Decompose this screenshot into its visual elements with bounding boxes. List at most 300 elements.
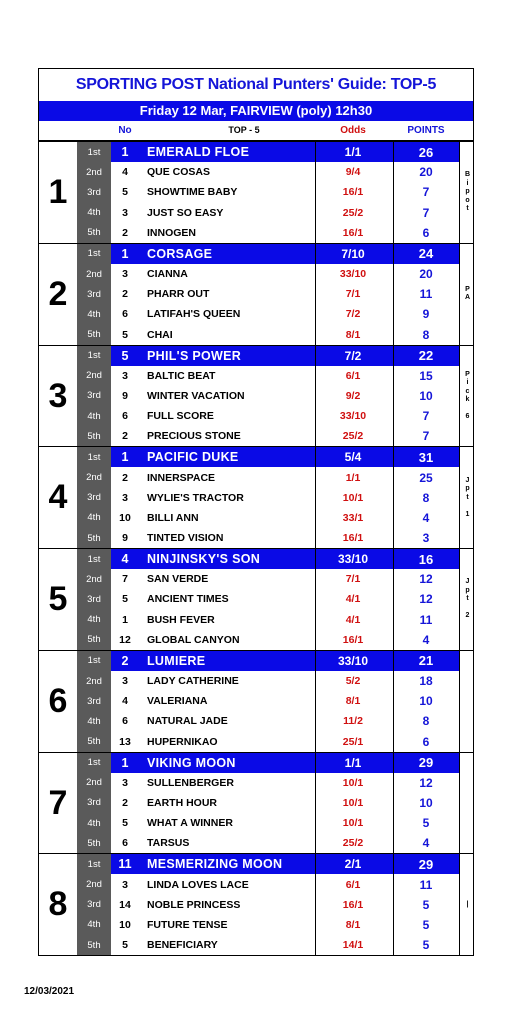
runner-number: 3: [122, 878, 128, 891]
odds-value: 8/1: [345, 918, 361, 931]
race-block: [39, 243, 473, 345]
horse-name: LADY CATHERINE: [147, 675, 239, 688]
bet-type-note-char: P: [465, 285, 470, 293]
footer-date: 12/03/2021: [24, 986, 75, 997]
runner-row: [77, 895, 459, 915]
horse-name: WYLIE'S TRACTOR: [147, 491, 244, 504]
odds-value: 8/1: [345, 328, 361, 341]
odds-value: 7/10: [315, 244, 391, 264]
top-pick-row: [77, 244, 459, 264]
runner-row: [77, 691, 459, 711]
finish-position: 1st: [77, 142, 111, 162]
column-header-points: POINTS: [407, 125, 445, 136]
horse-name: SHOWTIME BABY: [147, 186, 238, 199]
odds-value: 14/1: [342, 939, 364, 952]
runner-number: 7: [122, 573, 128, 586]
points-value: 5: [422, 816, 430, 831]
race-number: 2: [48, 274, 68, 313]
points-value: 10: [419, 795, 433, 810]
horse-name: VIKING MOON: [147, 755, 236, 770]
odds-value: 1/1: [315, 142, 391, 162]
odds-value: 16/1: [342, 633, 364, 646]
points-value: 7: [422, 205, 430, 220]
odds-value: 16/1: [342, 226, 364, 239]
runner-number: 11: [118, 857, 132, 872]
odds-value: 16/1: [342, 532, 364, 545]
bet-type-note-char: i: [466, 179, 469, 187]
bet-type-note-char: 1: [465, 510, 470, 518]
points-value: 12: [419, 592, 433, 607]
points-value: 11: [419, 287, 433, 302]
finish-position: 4th: [87, 207, 101, 219]
runner-row: [77, 711, 459, 731]
finish-position: 4th: [87, 308, 101, 320]
runner-row: [77, 406, 459, 426]
runner-number: 5: [122, 939, 128, 952]
runner-row: [77, 569, 459, 589]
runner-number: 6: [122, 715, 128, 728]
race-number: 3: [48, 376, 68, 415]
column-header-odds: Odds: [340, 125, 366, 136]
points-value: 29: [393, 753, 459, 773]
odds-value: 33/10: [315, 651, 391, 671]
runner-number: 2: [122, 288, 128, 301]
odds-value: 6/1: [345, 878, 361, 891]
finish-position: 3rd: [87, 899, 101, 911]
horse-name: NOBLE PRINCESS: [147, 898, 241, 911]
bet-type-note-char: J: [465, 476, 470, 484]
runner-number: 10: [119, 511, 131, 524]
bet-type-note: [459, 447, 475, 548]
points-value: 12: [419, 572, 433, 587]
runner-number: 6: [122, 410, 128, 423]
bet-type-note: [459, 346, 475, 447]
column-header-top5: TOP - 5: [228, 125, 260, 135]
runner-number: 5: [122, 186, 128, 199]
race-block: [39, 548, 473, 650]
column-separator: [393, 549, 394, 650]
runner-row: [77, 386, 459, 406]
finish-position: 1st: [77, 244, 111, 264]
bet-type-note-char: p: [465, 188, 470, 196]
runner-number: 6: [122, 308, 128, 321]
odds-value: 1/1: [345, 471, 361, 484]
column-separator: [393, 753, 394, 854]
column-separator: [393, 346, 394, 447]
race-number: 4: [48, 478, 68, 517]
points-value: 11: [419, 877, 433, 892]
runner-row: [77, 732, 459, 752]
horse-name: INNERSPACE: [147, 471, 216, 484]
points-value: 21: [393, 651, 459, 671]
horse-name: VALERIANA: [147, 695, 208, 708]
top-pick-row: [77, 753, 459, 773]
bet-type-note: [459, 549, 475, 650]
horse-name: EARTH HOUR: [147, 796, 217, 809]
points-value: 31: [393, 447, 459, 467]
runner-row: [77, 304, 459, 324]
race-block: [39, 853, 473, 955]
finish-position: 4th: [87, 715, 101, 727]
horse-name: TARSUS: [147, 837, 190, 850]
finish-position: 3rd: [87, 186, 101, 198]
race-block: [39, 345, 473, 447]
runner-row: [77, 793, 459, 813]
bet-type-note-char: 2: [465, 612, 470, 620]
horse-name: LATIFAH'S QUEEN: [147, 308, 241, 321]
runner-row: [77, 589, 459, 609]
odds-value: 16/1: [342, 898, 364, 911]
race-number: 6: [48, 681, 68, 720]
odds-value: 8/1: [345, 695, 361, 708]
race-number: 1: [48, 173, 68, 211]
horse-name: SAN VERDE: [147, 573, 209, 586]
points-value: 16: [393, 549, 459, 569]
horse-name: JUST SO EASY: [147, 206, 224, 219]
runner-row: [77, 203, 459, 223]
column-separator: [315, 753, 316, 854]
odds-value: 9/4: [345, 166, 361, 179]
finish-position: 5th: [87, 736, 101, 748]
race-block: [39, 650, 473, 752]
finish-position: 5th: [87, 837, 101, 849]
points-value: 24: [393, 244, 459, 264]
runner-number: 12: [119, 633, 131, 646]
runner-row: [77, 610, 459, 630]
bet-type-note-char: J: [465, 578, 470, 586]
horse-name: BENEFICIARY: [147, 939, 218, 952]
runner-number: 6: [122, 837, 128, 850]
runner-number: 5: [122, 328, 128, 341]
points-value: 5: [422, 917, 430, 932]
horse-name: BILLI ANN: [147, 511, 199, 524]
odds-value: 7/2: [315, 346, 391, 366]
horse-name: FUTURE TENSE: [147, 918, 228, 931]
column-separator: [393, 651, 394, 752]
bet-type-note-char: B: [464, 171, 471, 179]
runner-number: 4: [122, 166, 128, 179]
points-value: 8: [422, 490, 430, 505]
horse-name: ANCIENT TIMES: [147, 593, 229, 606]
bet-type-note-char: P: [465, 370, 470, 378]
horse-name: CHAI: [147, 328, 173, 341]
horse-name: SULLENBERGER: [147, 776, 234, 789]
points-value: 4: [422, 632, 430, 647]
odds-value: 10/1: [342, 796, 364, 809]
odds-value: 25/2: [342, 206, 364, 219]
bet-type-note: [459, 854, 475, 955]
bet-type-note-char: A: [464, 294, 471, 302]
horse-name: TINTED VISION: [147, 532, 224, 545]
bet-type-note: [459, 244, 475, 345]
horse-name: EMERALD FLOE: [147, 145, 250, 160]
points-value: 29: [393, 854, 459, 874]
runner-number: 2: [121, 653, 129, 668]
runner-number: 5: [121, 348, 129, 363]
runner-row: [77, 366, 459, 386]
runner-number: 2: [122, 226, 128, 239]
finish-position: 5th: [87, 532, 101, 544]
horse-name: BALTIC BEAT: [147, 369, 216, 382]
horse-name: WINTER VACATION: [147, 389, 245, 402]
finish-position: 3rd: [87, 288, 101, 300]
points-value: 5: [422, 897, 430, 912]
odds-value: 7/1: [345, 573, 361, 586]
points-value: 20: [419, 165, 433, 180]
top-pick-row: [77, 447, 459, 467]
column-separator: [393, 244, 394, 345]
finish-position: 2nd: [86, 777, 102, 789]
race-number: 7: [48, 783, 68, 822]
runner-number: 3: [122, 675, 128, 688]
bet-type-note: [459, 142, 475, 243]
top-pick-row: [77, 346, 459, 366]
race-block: [39, 141, 473, 243]
finish-position: 5th: [87, 227, 101, 239]
odds-value: 5/4: [315, 447, 391, 467]
column-separator: [393, 854, 394, 955]
points-value: 15: [419, 368, 433, 383]
runner-row: [77, 182, 459, 202]
points-value: 26: [393, 142, 459, 162]
odds-value: 5/2: [345, 675, 361, 688]
horse-name: GLOBAL CANYON: [147, 633, 240, 646]
runner-number: 3: [122, 206, 128, 219]
finish-position: 4th: [87, 919, 101, 931]
bet-type-note: [459, 651, 475, 752]
runner-number: 10: [119, 918, 131, 931]
points-value: 7: [422, 429, 430, 444]
horse-name: LINDA LOVES LACE: [147, 878, 249, 891]
finish-position: 2nd: [86, 675, 102, 687]
horse-name: HUPERNIKAO: [147, 735, 218, 748]
runner-row: [77, 284, 459, 304]
meeting-subtitle: Friday 12 Mar, FAIRVIEW (poly) 12h30: [39, 101, 473, 121]
top-pick-row: [77, 854, 459, 874]
points-value: 8: [422, 327, 430, 342]
horse-name: PRECIOUS STONE: [147, 430, 241, 443]
column-separator: [315, 244, 316, 345]
finish-position: 1st: [77, 447, 111, 467]
bet-type-note-char: |: [466, 900, 469, 908]
bet-type-note-char: t: [466, 595, 469, 603]
top-pick-row: [77, 651, 459, 671]
finish-position: 5th: [87, 634, 101, 646]
finish-position: 3rd: [87, 492, 101, 504]
runner-number: 5: [122, 817, 128, 830]
page-title: SPORTING POST National Punters' Guide: TOP-5: [75, 76, 437, 93]
points-value: 4: [422, 510, 430, 525]
runner-number: 2: [122, 430, 128, 443]
finish-position: 4th: [87, 512, 101, 524]
runner-number: 1: [121, 450, 129, 465]
finish-position: 2nd: [86, 879, 102, 891]
runner-row: [77, 630, 459, 650]
finish-position: 4th: [87, 817, 101, 829]
horse-name: NATURAL JADE: [147, 715, 228, 728]
column-separator: [315, 549, 316, 650]
points-value: 20: [419, 267, 433, 282]
runner-number: 14: [119, 898, 131, 911]
points-value: 6: [422, 734, 430, 749]
runner-number: 3: [122, 369, 128, 382]
points-value: 18: [419, 674, 433, 689]
horse-name: MESMERIZING MOON: [147, 857, 283, 872]
runner-row: [77, 935, 459, 955]
odds-value: 25/1: [342, 735, 364, 748]
horse-name: CORSAGE: [147, 246, 213, 261]
race-number: 5: [48, 580, 68, 618]
runner-number: 5: [122, 593, 128, 606]
finish-position: 1st: [77, 346, 111, 366]
horse-name: LUMIERE: [147, 653, 206, 668]
bet-type-note-char: p: [465, 586, 470, 594]
odds-value: 10/1: [342, 776, 364, 789]
finish-position: 4th: [87, 410, 101, 422]
punters-guide-sheet: [38, 68, 474, 956]
odds-value: 7/1: [345, 288, 361, 301]
points-value: 7: [422, 185, 430, 200]
column-separator: [315, 854, 316, 955]
points-value: 12: [419, 775, 433, 790]
horse-name: PACIFIC DUKE: [147, 450, 239, 465]
finish-position: 2nd: [86, 268, 102, 280]
runner-number: 3: [122, 491, 128, 504]
runner-row: [77, 223, 459, 243]
bet-type-note-char: k: [465, 396, 470, 403]
runner-row: [77, 874, 459, 894]
bet-type-note-char: c: [465, 387, 470, 395]
runner-row: [77, 671, 459, 691]
points-value: 22: [393, 346, 459, 366]
top-pick-row: [77, 142, 459, 162]
bet-type-note-char: t: [466, 205, 469, 213]
points-value: 9: [422, 307, 430, 322]
horse-name: CIANNA: [147, 268, 188, 281]
runner-row: [77, 488, 459, 508]
finish-position: 2nd: [86, 573, 102, 585]
column-separator: [315, 651, 316, 752]
bet-type-note-char: o: [465, 196, 470, 204]
points-value: 10: [419, 694, 433, 709]
bet-type-note-char: 6: [465, 413, 470, 420]
runner-row: [77, 162, 459, 182]
points-value: 3: [422, 531, 430, 546]
bet-type-note-char: p: [465, 485, 470, 492]
runner-row: [77, 467, 459, 487]
column-separator: [393, 447, 394, 548]
runner-row: [77, 325, 459, 345]
horse-name: INNOGEN: [147, 226, 197, 239]
finish-position: 5th: [87, 329, 101, 341]
finish-position: 4th: [87, 614, 101, 626]
horse-name: WHAT A WINNER: [147, 817, 233, 830]
odds-value: 33/1: [342, 511, 364, 524]
odds-value: 4/1: [345, 593, 361, 606]
column-separator: [393, 142, 394, 243]
runner-number: 1: [122, 613, 128, 626]
finish-position: 3rd: [87, 593, 101, 605]
finish-position: 1st: [77, 651, 111, 671]
finish-position: 3rd: [87, 390, 101, 402]
race-number: 8: [48, 885, 68, 924]
odds-value: 10/1: [342, 817, 364, 830]
finish-position: 5th: [87, 430, 101, 442]
points-value: 25: [419, 470, 433, 485]
runner-number: 1: [121, 145, 129, 160]
runner-number: 1: [121, 246, 129, 261]
finish-position: 2nd: [86, 166, 102, 178]
horse-name: BUSH FEVER: [147, 613, 215, 626]
odds-value: 9/2: [345, 389, 361, 402]
points-value: 11: [419, 612, 433, 627]
points-value: 7: [422, 409, 430, 424]
horse-name: QUE COSAS: [147, 166, 211, 179]
odds-value: 25/2: [342, 430, 364, 443]
odds-value: 16/1: [342, 186, 364, 199]
race-block: [39, 752, 473, 854]
points-value: 6: [422, 225, 430, 240]
runner-row: [77, 528, 459, 548]
bet-type-note-char: t: [466, 493, 469, 501]
horse-name: PHIL'S POWER: [147, 348, 242, 363]
odds-value: 25/2: [342, 837, 364, 850]
points-value: 4: [422, 836, 430, 851]
runner-number: 4: [122, 695, 128, 708]
points-value: 10: [419, 388, 433, 403]
finish-position: 1st: [77, 854, 111, 874]
runner-row: [77, 833, 459, 853]
runner-row: [77, 264, 459, 284]
finish-position: 3rd: [87, 695, 101, 707]
horse-name: NINJINSKY'S SON: [147, 552, 261, 567]
top-pick-row: [77, 549, 459, 569]
odds-value: 10/1: [342, 491, 364, 504]
runner-number: 2: [122, 796, 128, 809]
points-value: 8: [422, 714, 430, 729]
column-separator: [315, 142, 316, 243]
runner-number: 4: [121, 552, 129, 567]
finish-position: 1st: [77, 549, 111, 569]
runner-row: [77, 813, 459, 833]
runner-number: 13: [119, 735, 131, 748]
runner-number: 2: [122, 471, 128, 484]
horse-name: PHARR OUT: [147, 288, 210, 301]
finish-position: 2nd: [86, 370, 102, 382]
column-separator: [315, 447, 316, 548]
runner-row: [77, 773, 459, 793]
odds-value: 1/1: [315, 753, 391, 773]
runner-number: 3: [122, 776, 128, 789]
finish-position: 3rd: [87, 797, 101, 809]
odds-value: 4/1: [345, 613, 361, 626]
bet-type-note: [459, 753, 475, 854]
race-block: [39, 446, 473, 548]
odds-value: 7/2: [345, 308, 361, 321]
odds-value: 11/2: [343, 715, 363, 728]
odds-value: 6/1: [345, 369, 361, 382]
bet-type-note-char: i: [466, 379, 469, 386]
runner-row: [77, 915, 459, 935]
runner-row: [77, 426, 459, 446]
runner-number: 3: [122, 268, 128, 281]
points-value: 5: [422, 938, 430, 953]
runner-number: 9: [122, 532, 128, 545]
finish-position: 2nd: [86, 472, 102, 484]
column-header-no: No: [118, 125, 132, 136]
odds-value: 2/1: [315, 854, 391, 874]
runner-row: [77, 508, 459, 528]
